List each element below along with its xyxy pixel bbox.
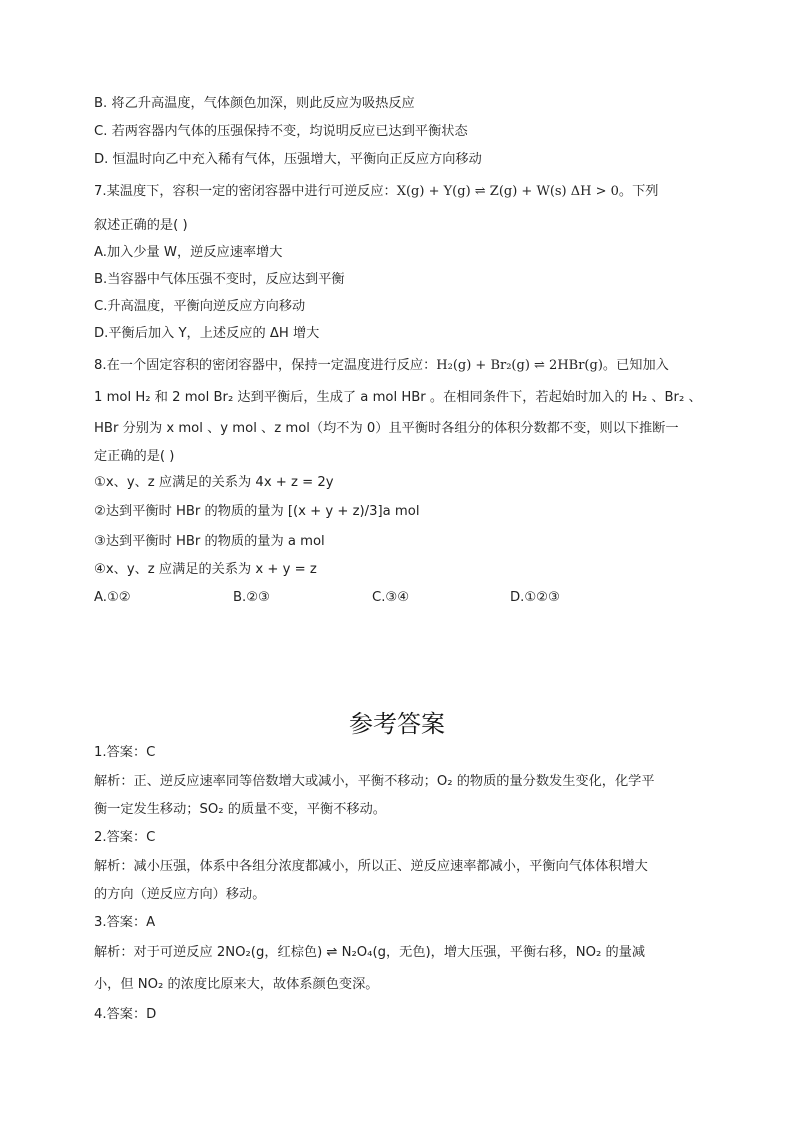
q7-equation: X(g) + Y(g) ⇌ Z(g) + W(s) ΔH > 0: [396, 184, 619, 199]
answer-line: 2.答案：C: [94, 830, 156, 845]
q6-option-d: D. 恒温时向乙中充入稀有气体，压强增大，平衡向正反应方向移动: [94, 152, 482, 167]
answer-line: 的方向（逆反应方向）移动。: [94, 887, 266, 902]
q7-stem-suffix: 。下列: [618, 184, 659, 199]
q8-statement-2: ②达到平衡时 HBr 的物质的量为 [(x + y + z)/3]a mol: [94, 504, 420, 519]
q8-choices: [94, 590, 694, 608]
q8-equation: H₂(g) + Br₂(g) ⇌ 2HBr(g): [436, 358, 603, 373]
q7-stem-prefix: 7.某温度下，容积一定的密闭容器中进行可逆反应：: [94, 184, 397, 199]
q7-option-d: D.平衡后加入 Y，上述反应的 ΔH 增大: [94, 326, 320, 341]
q7-option-a: A.加入少量 W，逆反应速率增大: [94, 245, 283, 260]
q8-choice-a: A.①②: [94, 590, 131, 605]
q8-statement-3: ③达到平衡时 HBr 的物质的量为 a mol: [94, 534, 325, 549]
q8-line3: HBr 分别为 x mol 、y mol 、z mol（均不为 0）且平衡时各组分的体积分数都不变，则以下推断一: [94, 421, 679, 436]
q8-line2: 1 mol H₂ 和 2 mol Br₂ 达到平衡后，生成了 a mol HBr 。在相同条件下，若起始时加入的 H₂ 、Br₂ 、: [94, 390, 702, 405]
answer-line: 4.答案：D: [94, 1007, 157, 1022]
q8-line1-suffix: 。已知加入: [602, 358, 669, 373]
q8-statement-4: ④x、y、z 应满足的关系为 x + y = z: [94, 562, 317, 577]
q7-option-c: C.升高温度，平衡向逆反应方向移动: [94, 299, 306, 314]
q8-line1: [94, 357, 669, 375]
q6-option-c: C. 若两容器内气体的压强保持不变，均说明反应已达到平衡状态: [94, 124, 468, 139]
q8-choice-d: D.①②③: [510, 590, 560, 605]
q8-line1-prefix: 8.在一个固定容积的密闭容器中，保持一定温度进行反应：: [94, 358, 437, 373]
q8-choice-b: B.②③: [233, 590, 270, 605]
answer-line: 衡一定发生移动；SO₂ 的质量不变，平衡不移动。: [94, 802, 386, 817]
q8-line4: 定正确的是( ): [94, 449, 175, 464]
q6-option-b: B. 将乙升高温度，气体颜色加深，则此反应为吸热反应: [94, 96, 415, 111]
q7-stem-line1: [94, 183, 658, 201]
answer-line: 解析：减小压强，体系中各组分浓度都减小，所以正、逆反应速率都减小，平衡向气体体积增大: [94, 859, 648, 874]
q7-option-b: B.当容器中气体压强不变时，反应达到平衡: [94, 272, 345, 287]
q8-statement-1: ①x、y、z 应满足的关系为 4x + z = 2y: [94, 475, 334, 490]
answer-line: 解析：正、逆反应速率同等倍数增大或减小，平衡不移动；O₂ 的物质的量分数发生变化，化学平: [94, 774, 655, 789]
answers-title: 参考答案: [349, 710, 445, 738]
answer-line: 1.答案：C: [94, 745, 156, 760]
q7-stem-line2: 叙述正确的是( ): [94, 218, 188, 233]
q8-choice-c: C.③④: [372, 590, 410, 605]
answer-line: 小，但 NO₂ 的浓度比原来大，故体系颜色变深。: [94, 977, 379, 992]
answer-line: 3.答案：A: [94, 915, 156, 930]
answer-line: 解析：对于可逆反应 2NO₂(g，红棕色) ⇌ N₂O₄(g，无色)，增大压强，平衡右移，NO₂ 的量减: [94, 945, 646, 960]
